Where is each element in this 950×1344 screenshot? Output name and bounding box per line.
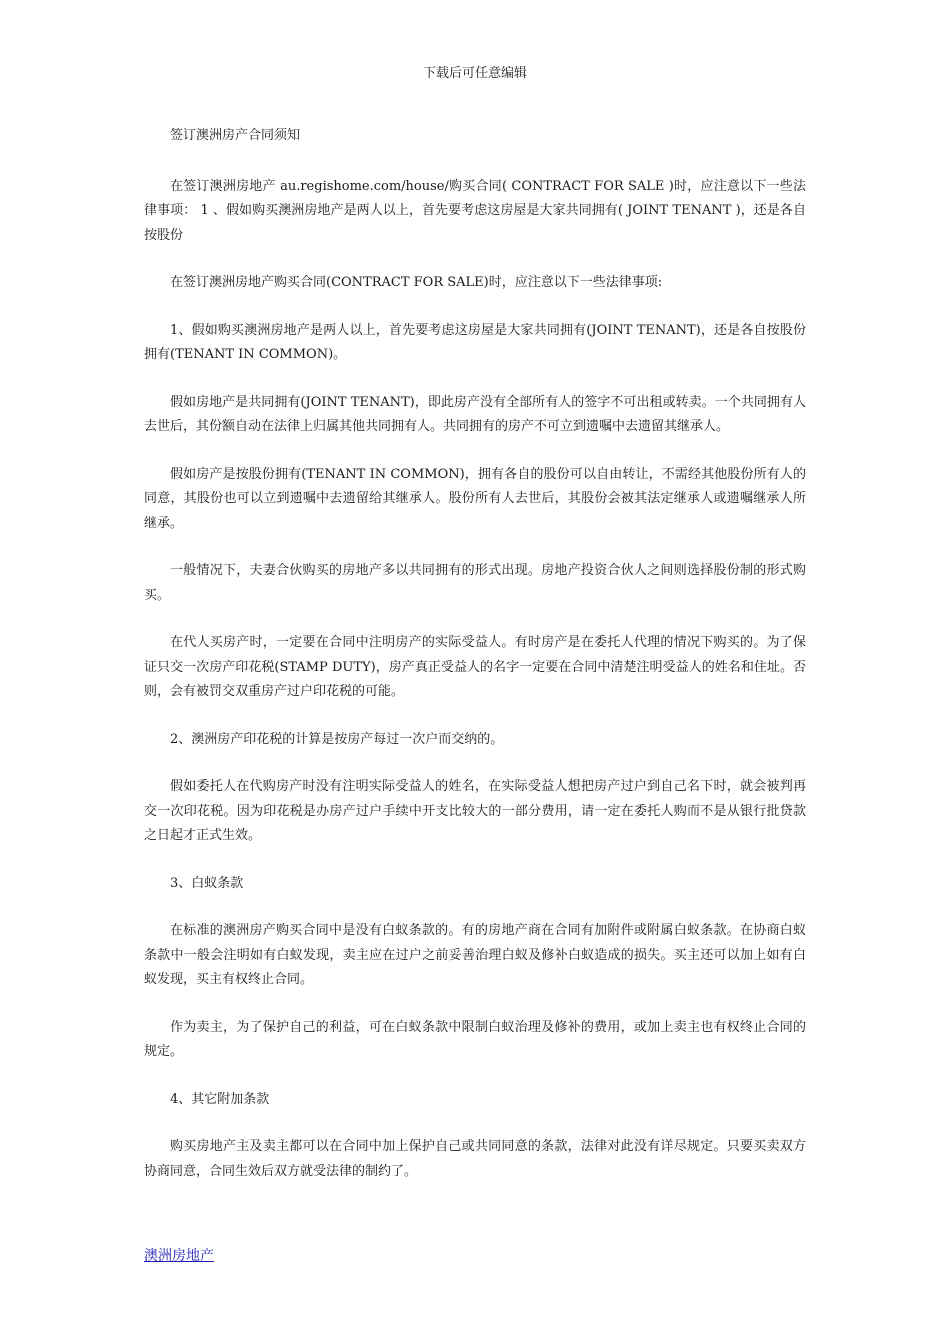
paragraph-tenant-in-common: 假如房产是按股份拥有(TENANT IN COMMON)，拥有各自的股份可以自由转让，不需经其他股份所有人的同意，其股份也可以立到遗嘱中去遗留给其继承人。股份所有人去世后，其股份会被其法定继承人或遗嘱继承人所继承。 [144,466,806,531]
paragraph-section-1: 1、假如购买澳洲房地产是两人以上，首先要考虑这房屋是大家共同拥有(JOINT TENANT)，还是各自按股份拥有(TENANT IN COMMON)。 [144,322,806,362]
document-body [144,124,806,1207]
paragraph-general-case: 一般情况下，夫妻合伙购买的房地产多以共同拥有的形式出现。房地产投资合伙人之间则选择股份制的形式购买。 [144,563,806,603]
document-title: 签订澳洲房产合同须知 [170,128,301,143]
paragraph-proxy-purchase: 在代人买房产时，一定要在合同中注明房产的实际受益人。有时房产是在委托人代理的情况下购买的。为了保证只交一次房产印花税(STAMP DUTY)，房产真正受益人的名字一定要在合同中清楚注明受益人的姓名和住址。否则，会有被罚交双重房产过户印花税的可能。 [144,635,806,699]
paragraph-additional-clauses: 购买房地产主及卖主都可以在合同中加上保护自己或共同同意的条款，法律对此没有详尽规定。只要买卖双方协商同意，合同生效后双方就受法律的制约了。 [144,1139,806,1179]
paragraph-intro: 在签订澳洲房地产 au.regishome.com/house/购买合同( CONTRACT FOR SALE )时，应注意以下一些法律事项： 1 、假如购买澳洲房地产是两人以上，首先要考虑这房屋是大家共同拥有( JOINT TENANT )，还是各自按股份 [144,178,806,243]
paragraph-section-3: 3、白蚁条款 [170,875,244,891]
paragraph-joint-tenant: 假如房地产是共同拥有(JOINT TENANT)，即此房产没有全部所有人的签字不可出租或转卖。一个共同拥有人去世后，其份额自动在法律上归属其他共同拥有人。共同拥有的房产不可立到遗嘱中去遗留其继承人。 [144,394,806,434]
footer-link-australia-property[interactable]: 澳洲房地产 [144,1248,214,1264]
paragraph-stamp-duty: 假如委托人在代购房产时没有注明实际受益人的姓名，在实际受益人想把房产过户到自己名下时，就会被判再交一次印花税。因为印花税是办房产过户手续中开支比较大的一部分费用，请一定在委托人购而不是从银行批贷款之日起才正式生效。 [144,779,806,843]
paragraph-section-2: 2、澳洲房产印花税的计算是按房产每过一次户而交纳的。 [170,731,504,747]
paragraph-seller-protection: 作为卖主，为了保护自己的利益，可在白蚁条款中限制白蚁治理及修补的费用，或加上卖主也有权终止合同的规定。 [144,1019,806,1059]
paragraph-legal-notice: 在签订澳洲房地产购买合同(CONTRACT FOR SALE)时，应注意以下一些法律事项: [170,275,663,290]
page-header-note: 下载后可任意编辑 [422,66,527,81]
paragraph-termite-clause: 在标准的澳洲房产购买合同中是没有白蚁条款的。有的房地产商在合同有加附件或附属白蚁条款。在协商白蚁条款中一般会注明如有白蚁发现，卖主应在过户之前妥善治理白蚁及修补白蚁造成的损失。买主还可以加上如有白蚁发现，买主有权终止合同。 [144,923,806,987]
paragraph-section-4: 4、其它附加条款 [170,1091,270,1107]
